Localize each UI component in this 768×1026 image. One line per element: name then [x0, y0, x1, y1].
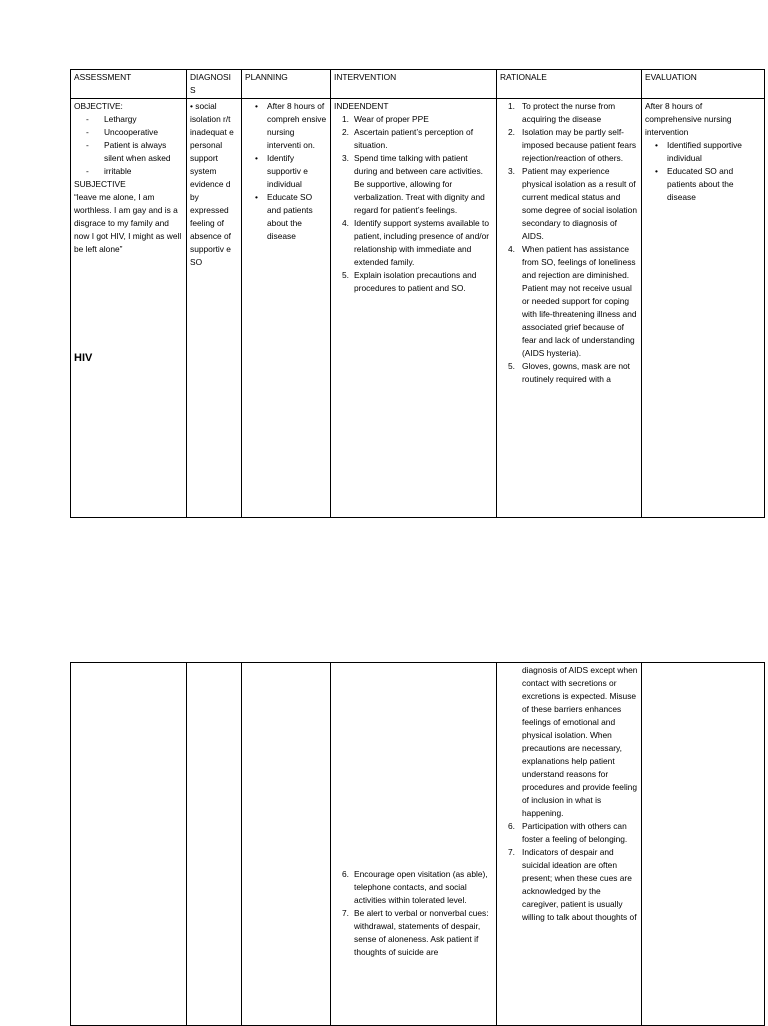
list-item: 5. Explain isolation precautions and procedures to patient and SO.	[342, 270, 477, 293]
header-assessment: ASSESSMENT	[71, 70, 187, 99]
evaluation-cell	[642, 663, 765, 1026]
list-item: 3. Spend time talking with patient during and between care activities. Be supportive, allowing for verbalization. Treat with dignity and regard for patient’s feelings.	[342, 153, 485, 215]
evaluation-list	[645, 139, 761, 204]
diagnosis-cell	[187, 99, 242, 518]
diagnosis-cell	[187, 663, 242, 1026]
nursing-care-plan-table-continued	[70, 662, 765, 1026]
nursing-care-plan-table	[70, 69, 765, 518]
diagnosis-text: • social isolation r/t inadequat e personal support system evidence d by expressed feeling of absence of supportiv e SO	[190, 101, 234, 267]
list-item: 1. To protect the nurse from acquiring the disease	[508, 101, 616, 124]
intervention-list	[334, 868, 493, 959]
list-item: 2. Ascertain patient’s perception of situation.	[342, 127, 474, 150]
list-item: 6. Encourage open visitation (as able), telephone contacts, and social activities within tolerated level.	[342, 869, 488, 905]
list-item: • Identify supportiv e individual	[245, 152, 327, 191]
list-item: - Uncooperative	[86, 126, 183, 139]
planning-cell	[242, 99, 331, 518]
header-planning: PLANNING	[242, 70, 331, 99]
intervention-heading: INDEENDENT	[334, 101, 389, 111]
planning-cell	[242, 663, 331, 1026]
rationale-list	[500, 100, 638, 386]
table-row	[71, 663, 765, 1026]
table-header-row	[71, 70, 765, 99]
list-item: 6. Participation with others can foster a feeling of belonging.	[508, 821, 628, 844]
list-item: 4. Identify support systems available to patient, including presence of and/or relationship with immediate and extended family.	[342, 218, 490, 267]
assessment-cell	[71, 663, 187, 1026]
list-item: 3. Patient may experience physical isolation as a result of current medical status and some degree of social isolation secondary to diagnosis of AIDS.	[508, 166, 637, 241]
list-item: 1. Wear of proper PPE	[342, 114, 429, 124]
evaluation-cell	[642, 99, 765, 518]
list-item: - irritable	[86, 165, 183, 178]
list-item: - Patient is always silent when asked	[86, 139, 183, 165]
list-item: - Lethargy	[86, 113, 183, 126]
list-item: • Identified supportive individual	[645, 139, 761, 165]
list-item: • Educated SO and patients about the disease	[645, 165, 761, 204]
list-item: 7. Indicators of despair and suicidal ideation are often present; when these cues are acknowledged by the caregiver, patient is usually willing to talk about thoughts of	[508, 847, 637, 922]
rationale-cell	[497, 99, 642, 518]
header-evaluation: EVALUATION	[642, 70, 765, 99]
intervention-cell	[331, 663, 497, 1026]
list-item: 2. Isolation may be partly self-imposed because patient fears rejection/reaction of others.	[508, 127, 637, 163]
assessment-cell	[71, 99, 187, 518]
evaluation-intro: After 8 hours of comprehensive nursing intervention	[645, 101, 732, 137]
rationale-cell	[497, 663, 642, 1026]
subjective-heading: SUBJECTIVE	[74, 179, 126, 189]
table-row	[71, 99, 765, 518]
objective-heading: OBJECTIVE:	[74, 101, 123, 111]
intervention-cell	[331, 99, 497, 518]
list-item: • Educate SO and patients about the disease	[245, 191, 327, 243]
condition-label: HIV	[74, 352, 93, 364]
list-item: 4. When patient has assistance from SO, feelings of loneliness and rejection are diminished. Patient may not receive usual or needed support for coping with life-threatening illness and associated grief because of fear and lack of understanding (AIDS hysteria).	[508, 244, 637, 358]
rationale-list	[500, 820, 638, 924]
header-diagnosis: DIAGNOSI S	[187, 70, 242, 99]
planning-list	[245, 100, 327, 243]
list-item: 5. Gloves, gowns, mask are not routinely required with a	[508, 361, 630, 384]
objective-list	[86, 113, 183, 178]
intervention-list	[334, 113, 493, 295]
header-rationale: RATIONALE	[497, 70, 642, 99]
rationale-continuation: diagnosis of AIDS except when contact with secretions or excretions is expected. Misuse of these barriers enhances feelings of emotional and physical isolation. When precautions are necessary, explanations help patient understand reasons for procedures and provide feeling of inclusion in what is happening.	[522, 665, 638, 818]
list-item: 7. Be alert to verbal or nonverbal cues: withdrawal, statements of despair, sense of aloneness. Ask patient if thoughts of suicide are	[342, 908, 489, 957]
header-intervention: INTERVENTION	[331, 70, 497, 99]
list-item: • After 8 hours of compreh ensive nursing interventi on.	[245, 100, 327, 152]
subjective-quote: “leave me alone, I am worthless. I am gay and is a disgrace to my family and now I got HIV, I might as well be left alone”	[74, 192, 182, 254]
